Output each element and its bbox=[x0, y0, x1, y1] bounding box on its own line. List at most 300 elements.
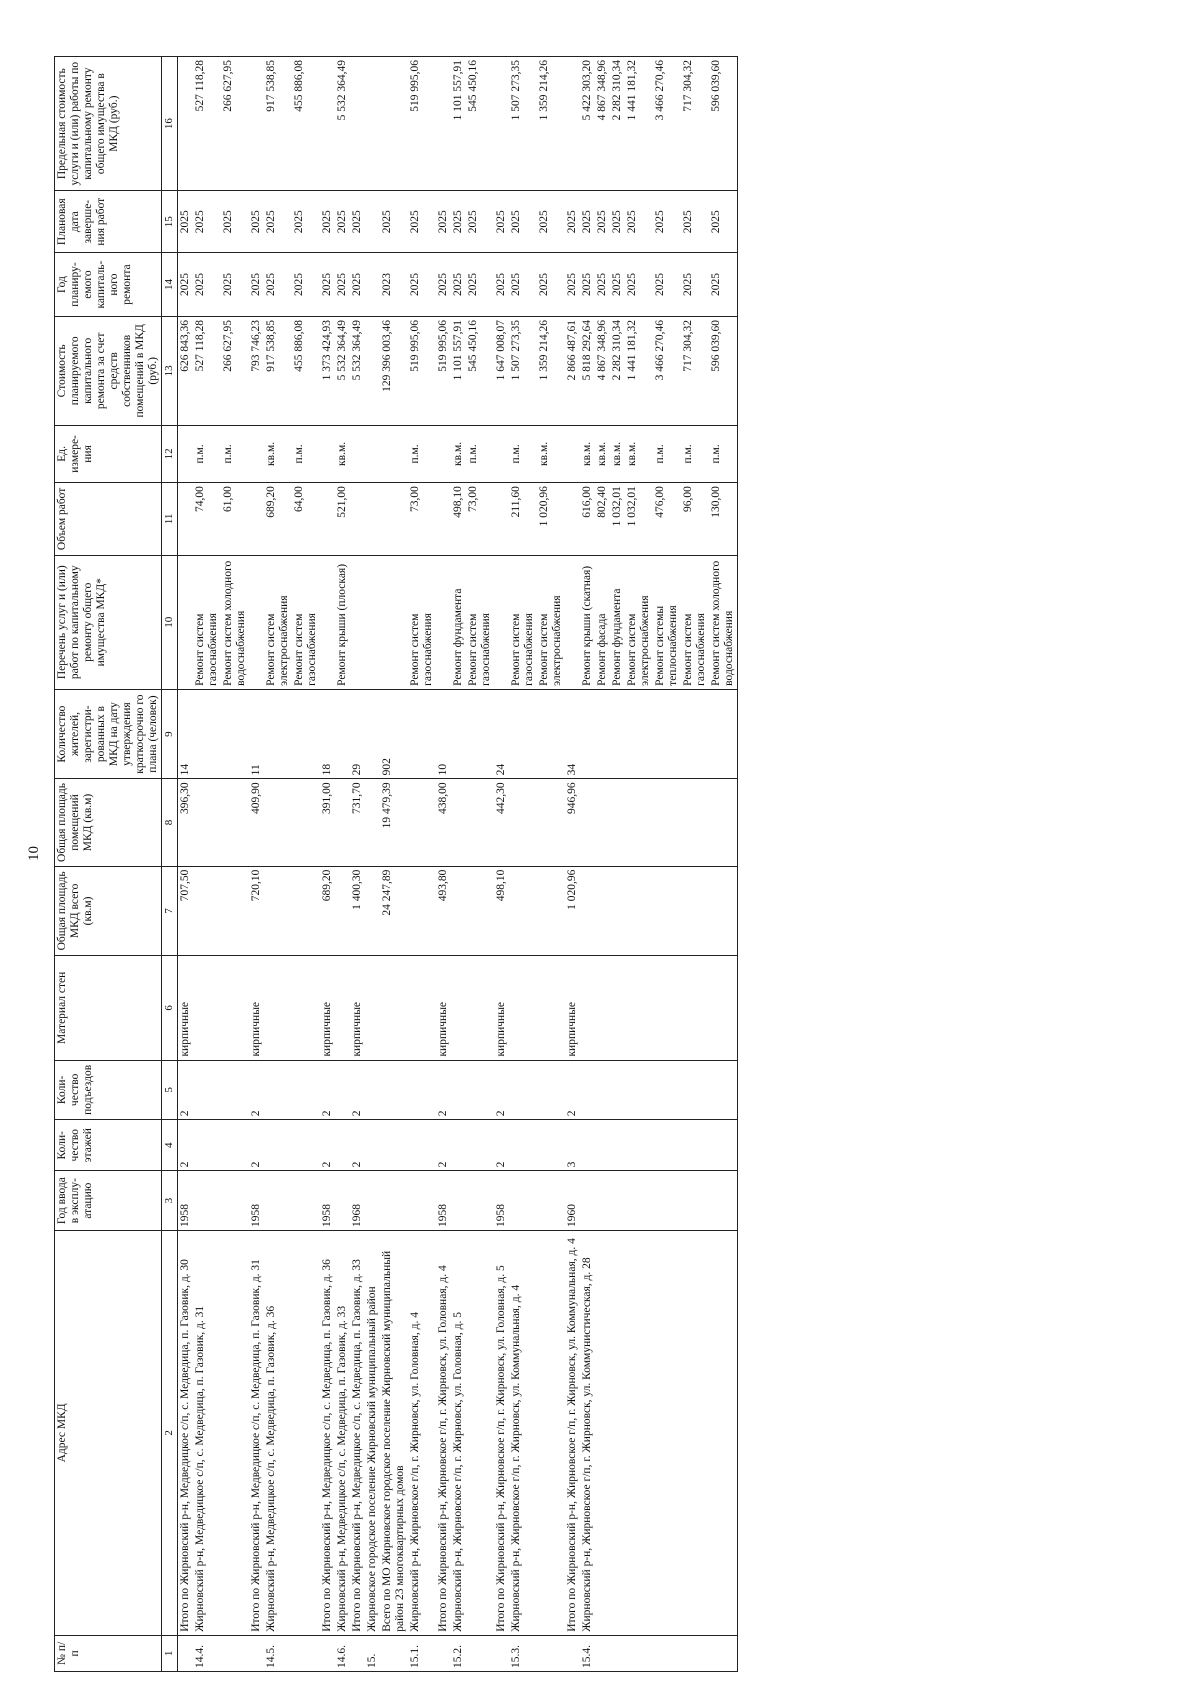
table-cell bbox=[335, 689, 350, 778]
table-cell bbox=[537, 956, 565, 1060]
table-cell: 3 466 270,46 bbox=[653, 57, 681, 191]
table-cell bbox=[709, 689, 738, 778]
table-cell bbox=[335, 1171, 350, 1231]
table-cell bbox=[292, 1120, 320, 1171]
table-cell bbox=[625, 1635, 653, 1671]
table-cell bbox=[709, 866, 738, 955]
table-cell: 2025 bbox=[580, 253, 595, 317]
table-cell: кирпичные bbox=[178, 956, 194, 1060]
table-cell bbox=[653, 779, 681, 866]
table-cell bbox=[365, 555, 380, 689]
table-cell: 4 867 348,96 bbox=[595, 317, 610, 426]
table-body bbox=[178, 57, 738, 1672]
table-row bbox=[436, 57, 451, 1672]
table-cell bbox=[681, 1171, 709, 1231]
table-cell bbox=[625, 866, 653, 955]
table-cell: 14.5. bbox=[264, 1635, 292, 1671]
table-cell: п.м. bbox=[509, 425, 537, 483]
table-cell: 5 422 303,20 bbox=[580, 57, 595, 191]
table-cell: 802,40 bbox=[595, 483, 610, 555]
column-number: 10 bbox=[162, 555, 178, 689]
table-cell: 519 995,06 bbox=[436, 317, 451, 426]
table-cell bbox=[292, 779, 320, 866]
table-cell bbox=[292, 1230, 320, 1635]
table-cell: кирпичные bbox=[494, 956, 509, 1060]
table-cell bbox=[580, 689, 595, 778]
table-cell: 15.4. bbox=[580, 1635, 595, 1671]
table-cell: Ремонт систем электроснабжения bbox=[264, 555, 292, 689]
table-cell: Жирновский р-н, Медведицкое с/п, с. Медведица, п. Газовик, д. 36 bbox=[264, 1230, 292, 1635]
table-cell: кв.м. bbox=[264, 425, 292, 483]
table-cell: 24 bbox=[494, 689, 509, 778]
table-cell: 211,60 bbox=[509, 483, 537, 555]
table-cell: п.м. bbox=[292, 425, 320, 483]
table-cell: 1 032,01 bbox=[610, 483, 625, 555]
table-row bbox=[580, 57, 595, 1672]
table-cell: 1 400,30 bbox=[350, 866, 365, 955]
table-cell bbox=[653, 1171, 681, 1231]
table-cell: 493,80 bbox=[436, 866, 451, 955]
table-cell: 2 bbox=[350, 1060, 365, 1120]
table-cell bbox=[466, 689, 494, 778]
rotated-page bbox=[0, 44, 1172, 1686]
table-cell bbox=[494, 555, 509, 689]
table-cell: 2023 bbox=[380, 253, 408, 317]
table-cell: 1958 bbox=[249, 1171, 264, 1231]
table-header bbox=[55, 57, 178, 1672]
table-cell bbox=[565, 1635, 580, 1671]
table-cell: 2025 bbox=[580, 191, 595, 253]
table-cell: 14 bbox=[178, 689, 194, 778]
table-cell: 2025 bbox=[653, 253, 681, 317]
table-cell: 731,70 bbox=[350, 779, 365, 866]
table-cell: 476,00 bbox=[653, 483, 681, 555]
table-cell bbox=[610, 779, 625, 866]
table-cell bbox=[365, 317, 380, 426]
table-cell: 2025 bbox=[509, 191, 537, 253]
table-cell: Итого по Жирновский р-н, Жирновское г/п, г. Жирновск, ул. Коммунальная, д. 4 bbox=[565, 1230, 580, 1635]
table-cell: 2025 bbox=[653, 191, 681, 253]
table-cell: 1 032,01 bbox=[625, 483, 653, 555]
table-cell bbox=[610, 866, 625, 955]
table-cell: 527 118,28 bbox=[193, 57, 221, 191]
table-cell bbox=[537, 1230, 565, 1635]
table-cell bbox=[709, 1120, 738, 1171]
table-cell: 1 441 181,32 bbox=[625, 57, 653, 191]
table-cell: 596 039,60 bbox=[709, 57, 738, 191]
table-cell bbox=[466, 956, 494, 1060]
table-cell: Ремонт систем холодного водоснабжения bbox=[221, 555, 249, 689]
table-row bbox=[610, 57, 625, 1672]
table-cell bbox=[625, 1230, 653, 1635]
table-cell: 5 532 364,49 bbox=[335, 317, 350, 426]
table-cell bbox=[537, 779, 565, 866]
table-row bbox=[350, 57, 365, 1672]
table-cell: 2 bbox=[350, 1120, 365, 1171]
table-cell bbox=[580, 1060, 595, 1120]
table-row bbox=[335, 57, 350, 1672]
table-cell bbox=[264, 1060, 292, 1120]
table-row bbox=[681, 57, 709, 1672]
table-cell bbox=[537, 866, 565, 955]
table-cell bbox=[653, 1635, 681, 1671]
table-cell bbox=[178, 1635, 194, 1671]
table-cell: Жирновский р-н, Медведицкое с/п, с. Медведица, п. Газовик, д. 33 bbox=[335, 1230, 350, 1635]
table-cell: 2025 bbox=[249, 253, 264, 317]
table-cell bbox=[221, 1171, 249, 1231]
table-cell: 391,00 bbox=[320, 779, 335, 866]
table-cell: 689,20 bbox=[320, 866, 335, 955]
table-cell: Жирновский р-н, Жирновское г/п, г. Жирновск, ул. Коммунистическая, д. 28 bbox=[580, 1230, 595, 1635]
table-cell: Жирновский р-н, Жирновское г/п, г. Жирновск, ул. Коммунальная, д. 4 bbox=[509, 1230, 537, 1635]
table-cell bbox=[565, 57, 580, 191]
table-cell bbox=[565, 555, 580, 689]
table-cell bbox=[380, 425, 408, 483]
table-cell bbox=[625, 1120, 653, 1171]
table-cell bbox=[335, 779, 350, 866]
column-header: Коли-чество этажей bbox=[55, 1120, 162, 1171]
table-cell: 2 bbox=[178, 1120, 194, 1171]
column-header: Материал стен bbox=[55, 956, 162, 1060]
table-cell: 96,00 bbox=[681, 483, 709, 555]
table-cell: 266 627,95 bbox=[221, 317, 249, 426]
table-cell bbox=[494, 483, 509, 555]
table-cell bbox=[292, 866, 320, 955]
table-cell: кв.м. bbox=[610, 425, 625, 483]
table-row bbox=[193, 57, 221, 1672]
table-cell bbox=[466, 866, 494, 955]
table-cell bbox=[249, 57, 264, 191]
table-row bbox=[565, 57, 580, 1672]
table-cell: Итого по Жирновский р-н, Жирновское г/п, г. Жирновск, ул. Головная, д. 4 bbox=[436, 1230, 451, 1635]
table-cell: 902 bbox=[380, 689, 408, 778]
table-cell: 73,00 bbox=[466, 483, 494, 555]
table-cell: кв.м. bbox=[335, 425, 350, 483]
table-cell: 129 396 003,46 bbox=[380, 317, 408, 426]
table-row bbox=[408, 57, 436, 1672]
table-cell bbox=[681, 689, 709, 778]
table-cell bbox=[565, 425, 580, 483]
table-cell: 2025 bbox=[408, 191, 436, 253]
table-cell bbox=[451, 1120, 466, 1171]
table-cell: 24 247,89 bbox=[380, 866, 408, 955]
table-cell: 15.1. bbox=[408, 1635, 436, 1671]
table-cell bbox=[709, 1635, 738, 1671]
table-cell: 527 118,28 bbox=[193, 317, 221, 426]
table-cell: 1958 bbox=[320, 1171, 335, 1231]
table-cell bbox=[610, 1171, 625, 1231]
table-cell bbox=[221, 1060, 249, 1120]
table-cell: 2025 bbox=[221, 253, 249, 317]
table-cell: Итого по Жирновский р-н, Медведицкое с/п, с. Медведица, п. Газовик, д. 30 bbox=[178, 1230, 194, 1635]
column-number: 5 bbox=[162, 1060, 178, 1120]
column-number: 14 bbox=[162, 253, 178, 317]
table-cell: Итого по Жирновский р-н, Жирновское г/п, г. Жирновск, ул. Головная, д. 5 bbox=[494, 1230, 509, 1635]
table-cell bbox=[408, 866, 436, 955]
table-cell: 626 843,36 bbox=[178, 317, 194, 426]
table-cell: Ремонт систем холодного водоснабжения bbox=[709, 555, 738, 689]
table-row bbox=[595, 57, 610, 1672]
table-cell: 18 bbox=[320, 689, 335, 778]
table-cell bbox=[408, 956, 436, 1060]
column-header: Перечень услуг и (или) работ по капитальному ремонту общего имущества МКД* bbox=[55, 555, 162, 689]
table-cell: 2025 bbox=[681, 253, 709, 317]
table-cell bbox=[625, 779, 653, 866]
table-cell bbox=[249, 555, 264, 689]
table-cell bbox=[451, 1171, 466, 1231]
table-cell bbox=[653, 689, 681, 778]
table-cell bbox=[653, 1120, 681, 1171]
table-cell: 2025 bbox=[249, 191, 264, 253]
table-cell bbox=[380, 483, 408, 555]
table-cell bbox=[193, 1060, 221, 1120]
table-cell: 2 bbox=[320, 1120, 335, 1171]
table-cell bbox=[509, 956, 537, 1060]
table-cell bbox=[365, 1171, 380, 1231]
table-cell bbox=[681, 1060, 709, 1120]
table-cell: Ремонт фундамента bbox=[451, 555, 466, 689]
table-cell bbox=[565, 483, 580, 555]
table-cell: 2 bbox=[249, 1120, 264, 1171]
table-cell bbox=[264, 956, 292, 1060]
table-cell: 442,30 bbox=[494, 779, 509, 866]
table-cell: 1 373 424,93 bbox=[320, 317, 335, 426]
table-cell: Ремонт систем газоснабжения bbox=[193, 555, 221, 689]
table-cell: 2025 bbox=[320, 253, 335, 317]
table-cell bbox=[365, 253, 380, 317]
table-cell bbox=[320, 57, 335, 191]
table-cell: 2025 bbox=[565, 253, 580, 317]
table-cell bbox=[380, 57, 408, 191]
table-cell bbox=[494, 1635, 509, 1671]
table-cell bbox=[595, 689, 610, 778]
table-cell bbox=[221, 956, 249, 1060]
table-cell: 2025 bbox=[466, 191, 494, 253]
table-cell: 2025 bbox=[509, 253, 537, 317]
table-row bbox=[249, 57, 264, 1672]
table-cell bbox=[466, 1230, 494, 1635]
table-cell bbox=[595, 956, 610, 1060]
table-cell: Жирновское городское поселение Жирновский муниципальный район bbox=[365, 1230, 380, 1635]
table-cell: 2025 bbox=[264, 191, 292, 253]
table-cell bbox=[193, 689, 221, 778]
table-cell: 34 bbox=[565, 689, 580, 778]
table-cell bbox=[249, 425, 264, 483]
table-cell bbox=[709, 1230, 738, 1635]
table-cell: Ремонт фундамента bbox=[610, 555, 625, 689]
table-cell bbox=[466, 1171, 494, 1231]
table-cell bbox=[625, 1060, 653, 1120]
table-cell bbox=[451, 866, 466, 955]
table-cell bbox=[264, 779, 292, 866]
table-row bbox=[264, 57, 292, 1672]
table-cell: 720,10 bbox=[249, 866, 264, 955]
column-header: Объем работ bbox=[55, 483, 162, 555]
table-cell bbox=[509, 1171, 537, 1231]
table-cell bbox=[610, 1230, 625, 1635]
table-cell: 1 359 214,26 bbox=[537, 57, 565, 191]
table-cell: 2025 bbox=[335, 253, 350, 317]
table-cell: 793 746,23 bbox=[249, 317, 264, 426]
table-cell: 2025 bbox=[466, 253, 494, 317]
table-cell bbox=[580, 956, 595, 1060]
table-cell bbox=[365, 425, 380, 483]
table-cell bbox=[193, 1120, 221, 1171]
column-number: 2 bbox=[162, 1230, 178, 1635]
table-cell bbox=[509, 689, 537, 778]
table-cell bbox=[380, 956, 408, 1060]
table-cell: 2025 bbox=[436, 253, 451, 317]
table-cell bbox=[681, 1230, 709, 1635]
table-cell bbox=[264, 1171, 292, 1231]
table-cell bbox=[451, 956, 466, 1060]
table-cell bbox=[193, 779, 221, 866]
table-cell: 717 304,32 bbox=[681, 57, 709, 191]
table-cell: 707,50 bbox=[178, 866, 194, 955]
table-cell: 2025 bbox=[565, 191, 580, 253]
column-number: 7 bbox=[162, 866, 178, 955]
table-cell: Жирновский р-н, Жирновское г/п, г. Жирновск, ул. Головная, д. 5 bbox=[451, 1230, 466, 1635]
table-cell: 717 304,32 bbox=[681, 317, 709, 426]
table-row bbox=[320, 57, 335, 1672]
table-cell: 3 466 270,46 bbox=[653, 317, 681, 426]
column-header: Общая площадь помещений МКД (кв.м) bbox=[55, 779, 162, 866]
column-number: 1 bbox=[162, 1635, 178, 1671]
column-header: Плановая дата заверше-ния работ bbox=[55, 191, 162, 253]
table-row bbox=[221, 57, 249, 1672]
table-cell bbox=[580, 1120, 595, 1171]
table-cell bbox=[709, 1060, 738, 1120]
table-cell: Ремонт системы теплоснабжения bbox=[653, 555, 681, 689]
table-cell: 946,96 bbox=[565, 779, 580, 866]
table-cell: Ремонт фасада bbox=[595, 555, 610, 689]
table-cell: 396,30 bbox=[178, 779, 194, 866]
table-cell: 2 282 310,34 bbox=[610, 57, 625, 191]
table-cell: 1960 bbox=[565, 1171, 580, 1231]
table-cell bbox=[178, 555, 194, 689]
column-number: 8 bbox=[162, 779, 178, 866]
table-cell bbox=[221, 866, 249, 955]
header-row bbox=[55, 57, 162, 1672]
table-cell: 15.2. bbox=[451, 1635, 466, 1671]
table-cell: п.м. bbox=[653, 425, 681, 483]
table-cell: 15. bbox=[365, 1635, 380, 1671]
table-cell bbox=[380, 1635, 408, 1671]
table-cell: Итого по Жирновский р-н, Медведицкое с/п, с. Медведица, п. Газовик, д. 31 bbox=[249, 1230, 264, 1635]
table-row bbox=[365, 57, 380, 1672]
table-cell: кв.м. bbox=[580, 425, 595, 483]
table-row bbox=[292, 57, 320, 1672]
table-cell bbox=[595, 866, 610, 955]
table-cell: 2025 bbox=[537, 253, 565, 317]
table-cell bbox=[178, 483, 194, 555]
table-cell: 73,00 bbox=[408, 483, 436, 555]
table-cell bbox=[350, 57, 365, 191]
column-number: 9 bbox=[162, 689, 178, 778]
table-row bbox=[537, 57, 565, 1672]
table-cell: кирпичные bbox=[565, 956, 580, 1060]
table-cell: 1 020,96 bbox=[537, 483, 565, 555]
table-cell: Жирновский р-н, Жирновское г/п, г. Жирновск, ул. Головная, д. 4 bbox=[408, 1230, 436, 1635]
table-cell: Итого по Жирновский р-н, Медведицкое с/п, с. Медведица, п. Газовик, д. 33 bbox=[350, 1230, 365, 1635]
table-cell: кирпичные bbox=[436, 956, 451, 1060]
table-cell: 130,00 bbox=[709, 483, 738, 555]
table-cell: 2025 bbox=[451, 253, 466, 317]
table-cell bbox=[264, 866, 292, 955]
column-header: Адрес МКД bbox=[55, 1230, 162, 1635]
table-cell bbox=[595, 1635, 610, 1671]
table-cell bbox=[709, 779, 738, 866]
table-cell: Итого по Жирновский р-н, Медведицкое с/п, с. Медведица, п. Газовик, д. 36 bbox=[320, 1230, 335, 1635]
table-cell: 1 647 008,07 bbox=[494, 317, 509, 426]
table-cell: Ремонт систем газоснабжения bbox=[292, 555, 320, 689]
table-cell: 5 532 364,49 bbox=[335, 57, 350, 191]
table-cell: 2025 bbox=[320, 191, 335, 253]
table-cell bbox=[365, 1120, 380, 1171]
table-cell: п.м. bbox=[193, 425, 221, 483]
table-cell: 2025 bbox=[709, 191, 738, 253]
table-cell bbox=[653, 956, 681, 1060]
table-cell: 2025 bbox=[610, 191, 625, 253]
table-cell bbox=[681, 1120, 709, 1171]
table-cell: 2 bbox=[494, 1120, 509, 1171]
table-cell: 2 bbox=[494, 1060, 509, 1120]
table-cell: Ремонт крыши (плоская) bbox=[335, 555, 350, 689]
table-cell bbox=[193, 1171, 221, 1231]
table-cell: 64,00 bbox=[292, 483, 320, 555]
table-cell: 1 507 273,35 bbox=[509, 57, 537, 191]
table-cell: кв.м. bbox=[595, 425, 610, 483]
table-cell bbox=[380, 1060, 408, 1120]
table-cell bbox=[610, 1120, 625, 1171]
table-cell: 14.4. bbox=[193, 1635, 221, 1671]
table-cell: 1 020,96 bbox=[565, 866, 580, 955]
table-cell bbox=[681, 956, 709, 1060]
table-cell: 2025 bbox=[193, 253, 221, 317]
column-number: 13 bbox=[162, 317, 178, 426]
table-cell: 455 886,08 bbox=[292, 317, 320, 426]
table-cell: 2 866 487,61 bbox=[565, 317, 580, 426]
table-cell: п.м. bbox=[709, 425, 738, 483]
table-cell bbox=[292, 1171, 320, 1231]
column-header: Ед. измере-ния bbox=[55, 425, 162, 483]
table-cell bbox=[436, 483, 451, 555]
table-cell bbox=[365, 191, 380, 253]
table-cell: п.м. bbox=[681, 425, 709, 483]
table-cell bbox=[335, 956, 350, 1060]
table-cell: 2 bbox=[249, 1060, 264, 1120]
table-cell: 19 479,39 bbox=[380, 779, 408, 866]
table-cell: 1958 bbox=[178, 1171, 194, 1231]
table-row bbox=[653, 57, 681, 1672]
table-cell bbox=[625, 956, 653, 1060]
table-cell: 10 bbox=[436, 689, 451, 778]
column-header: Предельная стоимость услуги и (или) работы по капитальному ремонту общего имущества в МКД (руб.) bbox=[55, 57, 162, 191]
table-cell bbox=[408, 779, 436, 866]
table-cell bbox=[221, 1635, 249, 1671]
table-cell: 2025 bbox=[380, 191, 408, 253]
table-cell bbox=[380, 1171, 408, 1231]
table-cell bbox=[320, 425, 335, 483]
table-cell bbox=[350, 483, 365, 555]
table-cell: 498,10 bbox=[494, 866, 509, 955]
table-cell: 2025 bbox=[408, 253, 436, 317]
column-number: 6 bbox=[162, 956, 178, 1060]
table-cell bbox=[509, 1120, 537, 1171]
table-cell: кв.м. bbox=[451, 425, 466, 483]
table-cell bbox=[466, 1635, 494, 1671]
table-cell: 2025 bbox=[595, 191, 610, 253]
